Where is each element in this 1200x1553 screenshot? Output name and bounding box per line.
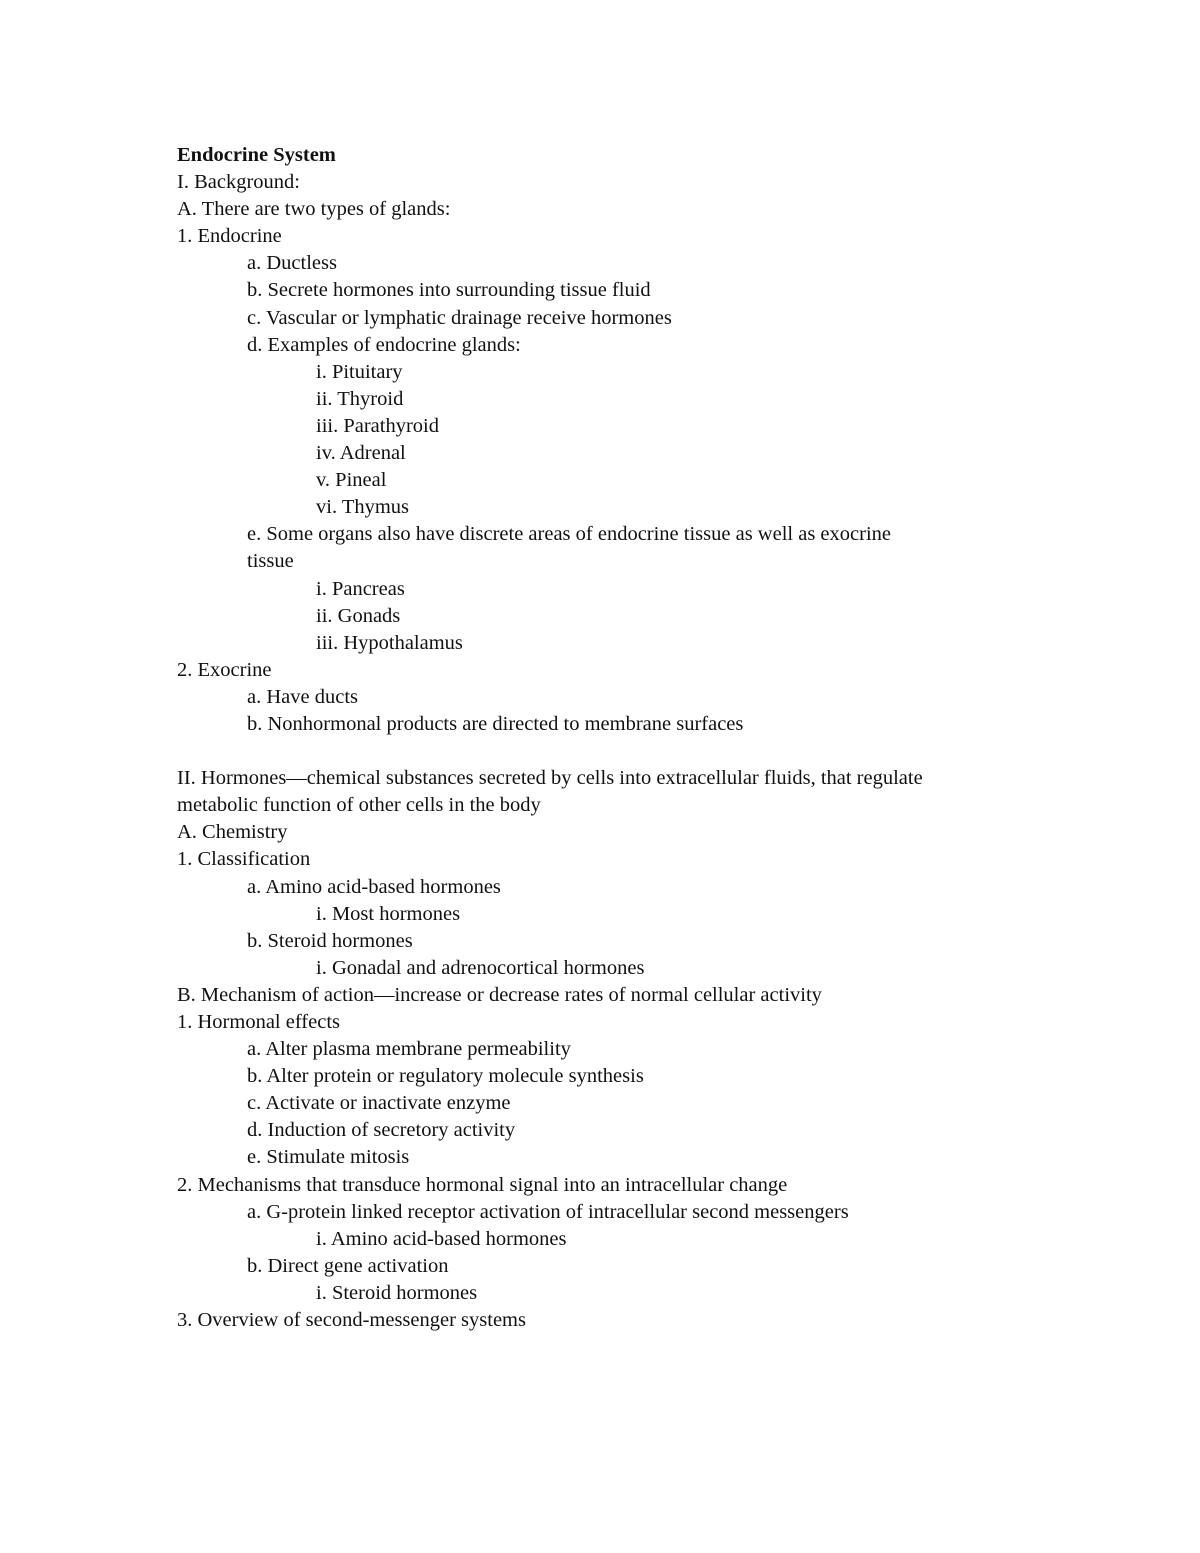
outline-item: a. Have ducts <box>247 685 358 708</box>
outline-item: b. Nonhormonal products are directed to membrane surfaces <box>247 712 744 735</box>
outline-item: b. Direct gene activation <box>247 1254 449 1277</box>
outline-subitem: i. Pituitary <box>316 360 403 383</box>
outline-item: a. G-protein linked receptor activation of intracellular second messengers <box>247 1200 849 1223</box>
outline-item: e. Stimulate mitosis <box>247 1146 410 1169</box>
outline-subitem: vi. Thymus <box>316 496 410 519</box>
outline-item-mechanism: B. Mechanism of action—increase or decrease rates of normal cellular activity <box>177 983 822 1006</box>
section-heading-background: I. Background: <box>177 171 300 194</box>
outline-item-exocrine: 2. Exocrine <box>177 658 272 681</box>
outline-item: d. Induction of secretory activity <box>247 1119 516 1142</box>
outline-item: 1. Classification <box>177 848 311 871</box>
outline-content <box>177 142 1017 1334</box>
outline-item: a. Alter plasma membrane permeability <box>247 1038 571 1061</box>
outline-item: 2. Mechanisms that transduce hormonal signal into an intracellular change <box>177 1173 788 1196</box>
outline-item: e. Some organs also have discrete areas of endocrine tissue as well as exocrine tissue <box>247 523 891 573</box>
outline-item: d. Examples of endocrine glands: <box>247 333 521 356</box>
outline-subitem: iii. Parathyroid <box>316 414 439 437</box>
outline-subitem: v. Pineal <box>316 469 387 492</box>
outline-subitem: i. Most hormones <box>316 902 461 925</box>
outline-item: b. Secrete hormones into surrounding tissue fluid <box>247 279 651 302</box>
outline-item: a. Amino acid-based hormones <box>247 875 501 898</box>
outline-subitem: i. Steroid hormones <box>316 1281 478 1304</box>
outline-subitem: i. Amino acid-based hormones <box>316 1227 567 1250</box>
outline-item: a. Ductless <box>247 252 337 275</box>
section-heading-hormones: II. Hormones—chemical substances secreted by cells into extracellular fluids, that regulate metabolic function of other cells in the body <box>177 767 923 817</box>
section-spacer <box>177 738 1017 765</box>
outline-subitem: iv. Adrenal <box>316 442 406 465</box>
outline-subitem: ii. Thyroid <box>316 387 404 410</box>
outline-item-endocrine: 1. Endocrine <box>177 225 282 248</box>
outline-subitem: i. Pancreas <box>316 577 405 600</box>
outline-subitem: iii. Hypothalamus <box>316 631 463 654</box>
outline-item: b. Alter protein or regulatory molecule synthesis <box>247 1065 644 1088</box>
outline-item: c. Activate or inactivate enzyme <box>247 1092 511 1115</box>
outline-item-chemistry: A. Chemistry <box>177 821 288 844</box>
outline-item: 3. Overview of second-messenger systems <box>177 1309 526 1332</box>
outline-item: b. Steroid hormones <box>247 929 413 952</box>
outline-item: 1. Hormonal effects <box>177 1011 340 1033</box>
page-title: Endocrine System <box>177 144 336 166</box>
outline-item: A. There are two types of glands: <box>177 198 451 221</box>
outline-item: c. Vascular or lymphatic drainage receive hormones <box>247 306 672 329</box>
outline-subitem: ii. Gonads <box>316 604 401 627</box>
outline-subitem: i. Gonadal and adrenocortical hormones <box>316 956 645 979</box>
